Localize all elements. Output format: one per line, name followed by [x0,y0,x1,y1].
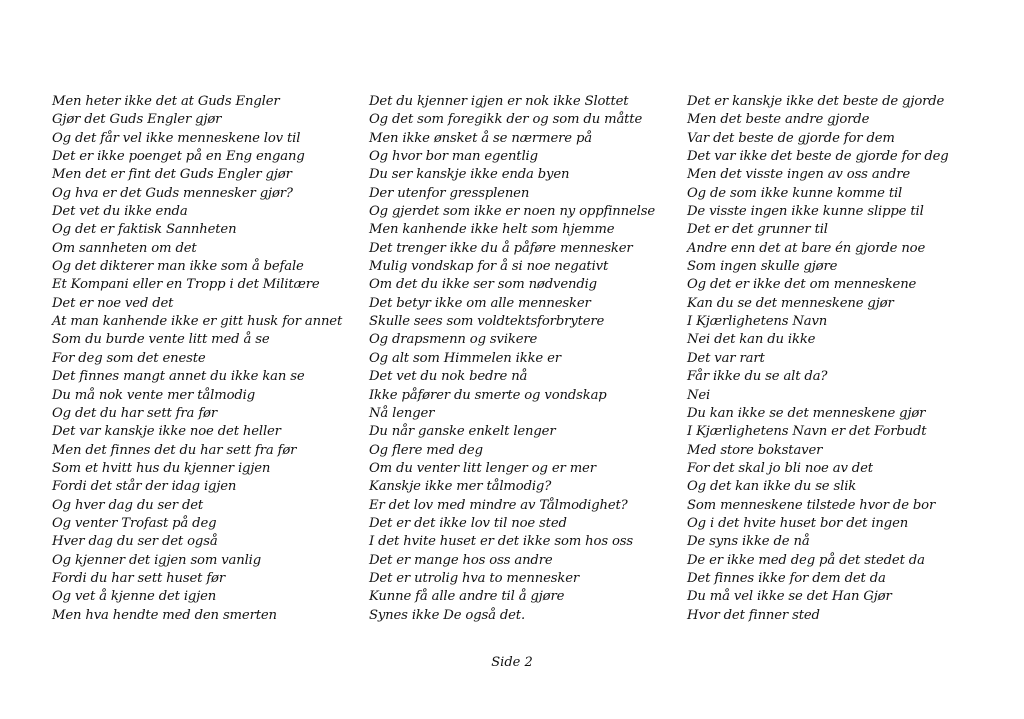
poem-line: Og i det hvite huset bor det ingen [687,515,909,531]
poem-line: Men heter ikke det at Guds Engler [52,94,280,109]
poem-line: Kanskje ikke mer tålmodig? [369,479,552,495]
poem-line: Og det kan ikke du se slik [687,479,857,495]
poem-line: Om det du ikke ser som nødvendig [369,277,597,293]
poem-line: Som du burde vente litt med å se [52,332,270,348]
poem-line: Og drapsmenn og svikere [369,332,538,348]
poem-line: Det trenger ikke du å påføre mennesker [369,240,633,256]
poem-line: Du når ganske enkelt lenger [369,424,556,440]
poem-line: Men det finnes det du har sett fra før [52,442,297,458]
poem-line: At man kanhende ikke er gitt husk for annet [52,314,343,330]
poem-line: Der utenfor gressplenen [369,185,530,201]
poem-line: Om du venter litt lenger og er mer [369,460,596,476]
poem-line: Som et hvitt hus du kjenner igjen [52,460,271,476]
poem-line: Kan du se det menneskene gjør [687,295,894,311]
poem-line: Nå lenger [369,405,435,421]
poem-line: Nei [687,387,711,403]
poem-line: Og det du har sett fra før [52,405,217,421]
poem-line: Det er noe ved det [52,295,174,311]
poem-line: Det vet du nok bedre nå [369,369,528,385]
poem-line: I Kjærlighetens Navn [687,314,828,330]
poem-line: Hvor det finner sted [687,607,820,623]
page-number: Side 2 [491,655,533,670]
poem-line: Mulig vondskap for å si noe negativt [369,259,609,275]
poem-line: Det var ikke det beste de gjorde for deg [687,149,949,165]
poem-line: Og alt som Himmelen ikke er [369,350,561,366]
poem-line: De syns ikke de nå [687,534,810,550]
poem-line: Var det beste de gjorde for dem [687,130,895,146]
poem-line: Det er kanskje ikke det beste de gjorde [687,94,945,109]
poem-line: Og hver dag du ser det [52,497,204,513]
poem-line: Men det beste andre gjorde [687,112,870,128]
poem-column-3 [687,93,949,625]
poem-line: Men ikke ønsket å se nærmere på [369,130,592,146]
poem-line: Det er utrolig hva to mennesker [369,570,580,586]
poem-line: Du må vel ikke se det Han Gjør [687,589,892,605]
poem-line: Ikke påfører du smerte og vondskap [369,387,607,403]
poem-line: Og de som ikke kunne komme til [687,185,903,201]
poem-line: De er ikke med deg på det stedet da [687,552,925,568]
poem-line: Nei det kan du ikke [687,332,816,348]
poem-line: Det vet du ikke enda [52,204,188,220]
poem-line: Det finnes ikke for dem det da [687,570,886,586]
poem-line: Og gjerdet som ikke er noen ny oppfinnelse [369,204,655,220]
poem-column-2 [369,93,655,625]
poem-line: Det finnes mangt annet du ikke kan se [52,369,305,385]
poem-line: Fordi du har sett huset før [52,570,225,586]
poem-line: Og vet å kjenne det igjen [52,589,217,605]
poem-line: Er det lov med mindre av Tålmodighet? [369,497,628,513]
poem-column-1 [52,93,342,625]
poem-line: Du kan ikke se det menneskene gjør [687,405,926,421]
poem-line: Skulle sees som voldtektsforbrytere [369,314,605,330]
poem-line: Og hva er det Guds mennesker gjør? [52,185,293,201]
poem-line: Som ingen skulle gjøre [687,259,838,275]
poem-line: Men det visste ingen av oss andre [687,167,910,183]
poem-line: Og det dikterer man ikke som å befale [52,259,304,275]
poem-line: Og det får vel ikke menneskene lov til [52,130,301,146]
poem-line: Du må nok vente mer tålmodig [52,387,256,403]
poem-line: Og venter Trofast på deg [52,515,217,531]
poem-line: For deg som det eneste [52,350,206,366]
poem-line: Og det som foregikk der og som du måtte [369,112,643,128]
poem-line: Og flere med deg [369,442,483,458]
poem-line: De visste ingen ikke kunne slippe til [687,204,924,220]
poem-line: Det var rart [687,350,765,366]
poem-line: I det hvite huset er det ikke som hos oss [369,534,634,550]
poem-line: Et Kompani eller en Tropp i det Militære [52,277,320,293]
poem-line: Det var kanskje ikke noe det heller [52,424,281,440]
poem-line: Det er det ikke lov til noe sted [369,515,567,531]
poem-line: Det er ikke poenget på en Eng engang [52,149,305,165]
poem-line: Du ser kanskje ikke enda byen [369,167,570,183]
poem-line: Synes ikke De også det. [369,607,525,623]
poem-line: Får ikke du se alt da? [687,369,828,385]
poem-line: Om sannheten om det [52,240,197,256]
poem-line: Men det er fint det Guds Engler gjør [52,167,292,183]
poem-line: Det er det grunner til [687,222,828,238]
poem-line: Og kjenner det igjen som vanlig [52,552,262,568]
poem-line: Gjør det Guds Engler gjør [52,112,222,128]
poem-line: Men hva hendte med den smerten [52,607,277,623]
poem-line: Og hvor bor man egentlig [369,149,538,165]
poem-line: Det du kjenner igjen er nok ikke Slottet [369,94,629,109]
poem-line: Andre enn det at bare én gjorde noe [687,240,926,256]
poem-line: Fordi det står der idag igjen [52,479,237,495]
poem-line: Hver dag du ser det også [52,534,218,550]
poem-line: Kunne få alle andre til å gjøre [369,589,565,605]
poem-line: Som menneskene tilstede hvor de bor [687,497,936,513]
poem-line: I Kjærlighetens Navn er det Forbudt [687,424,927,440]
poem-line: Med store bokstaver [687,442,823,458]
poem-line: Og det er ikke det om menneskene [687,277,917,293]
poem-line: Det er mange hos oss andre [369,552,553,568]
poem-line: Men kanhende ikke helt som hjemme [369,222,615,238]
poem-line: Det betyr ikke om alle mennesker [369,295,591,311]
poem-line: For det skal jo bli noe av det [687,460,873,476]
poem-line: Og det er faktisk Sannheten [52,222,237,238]
